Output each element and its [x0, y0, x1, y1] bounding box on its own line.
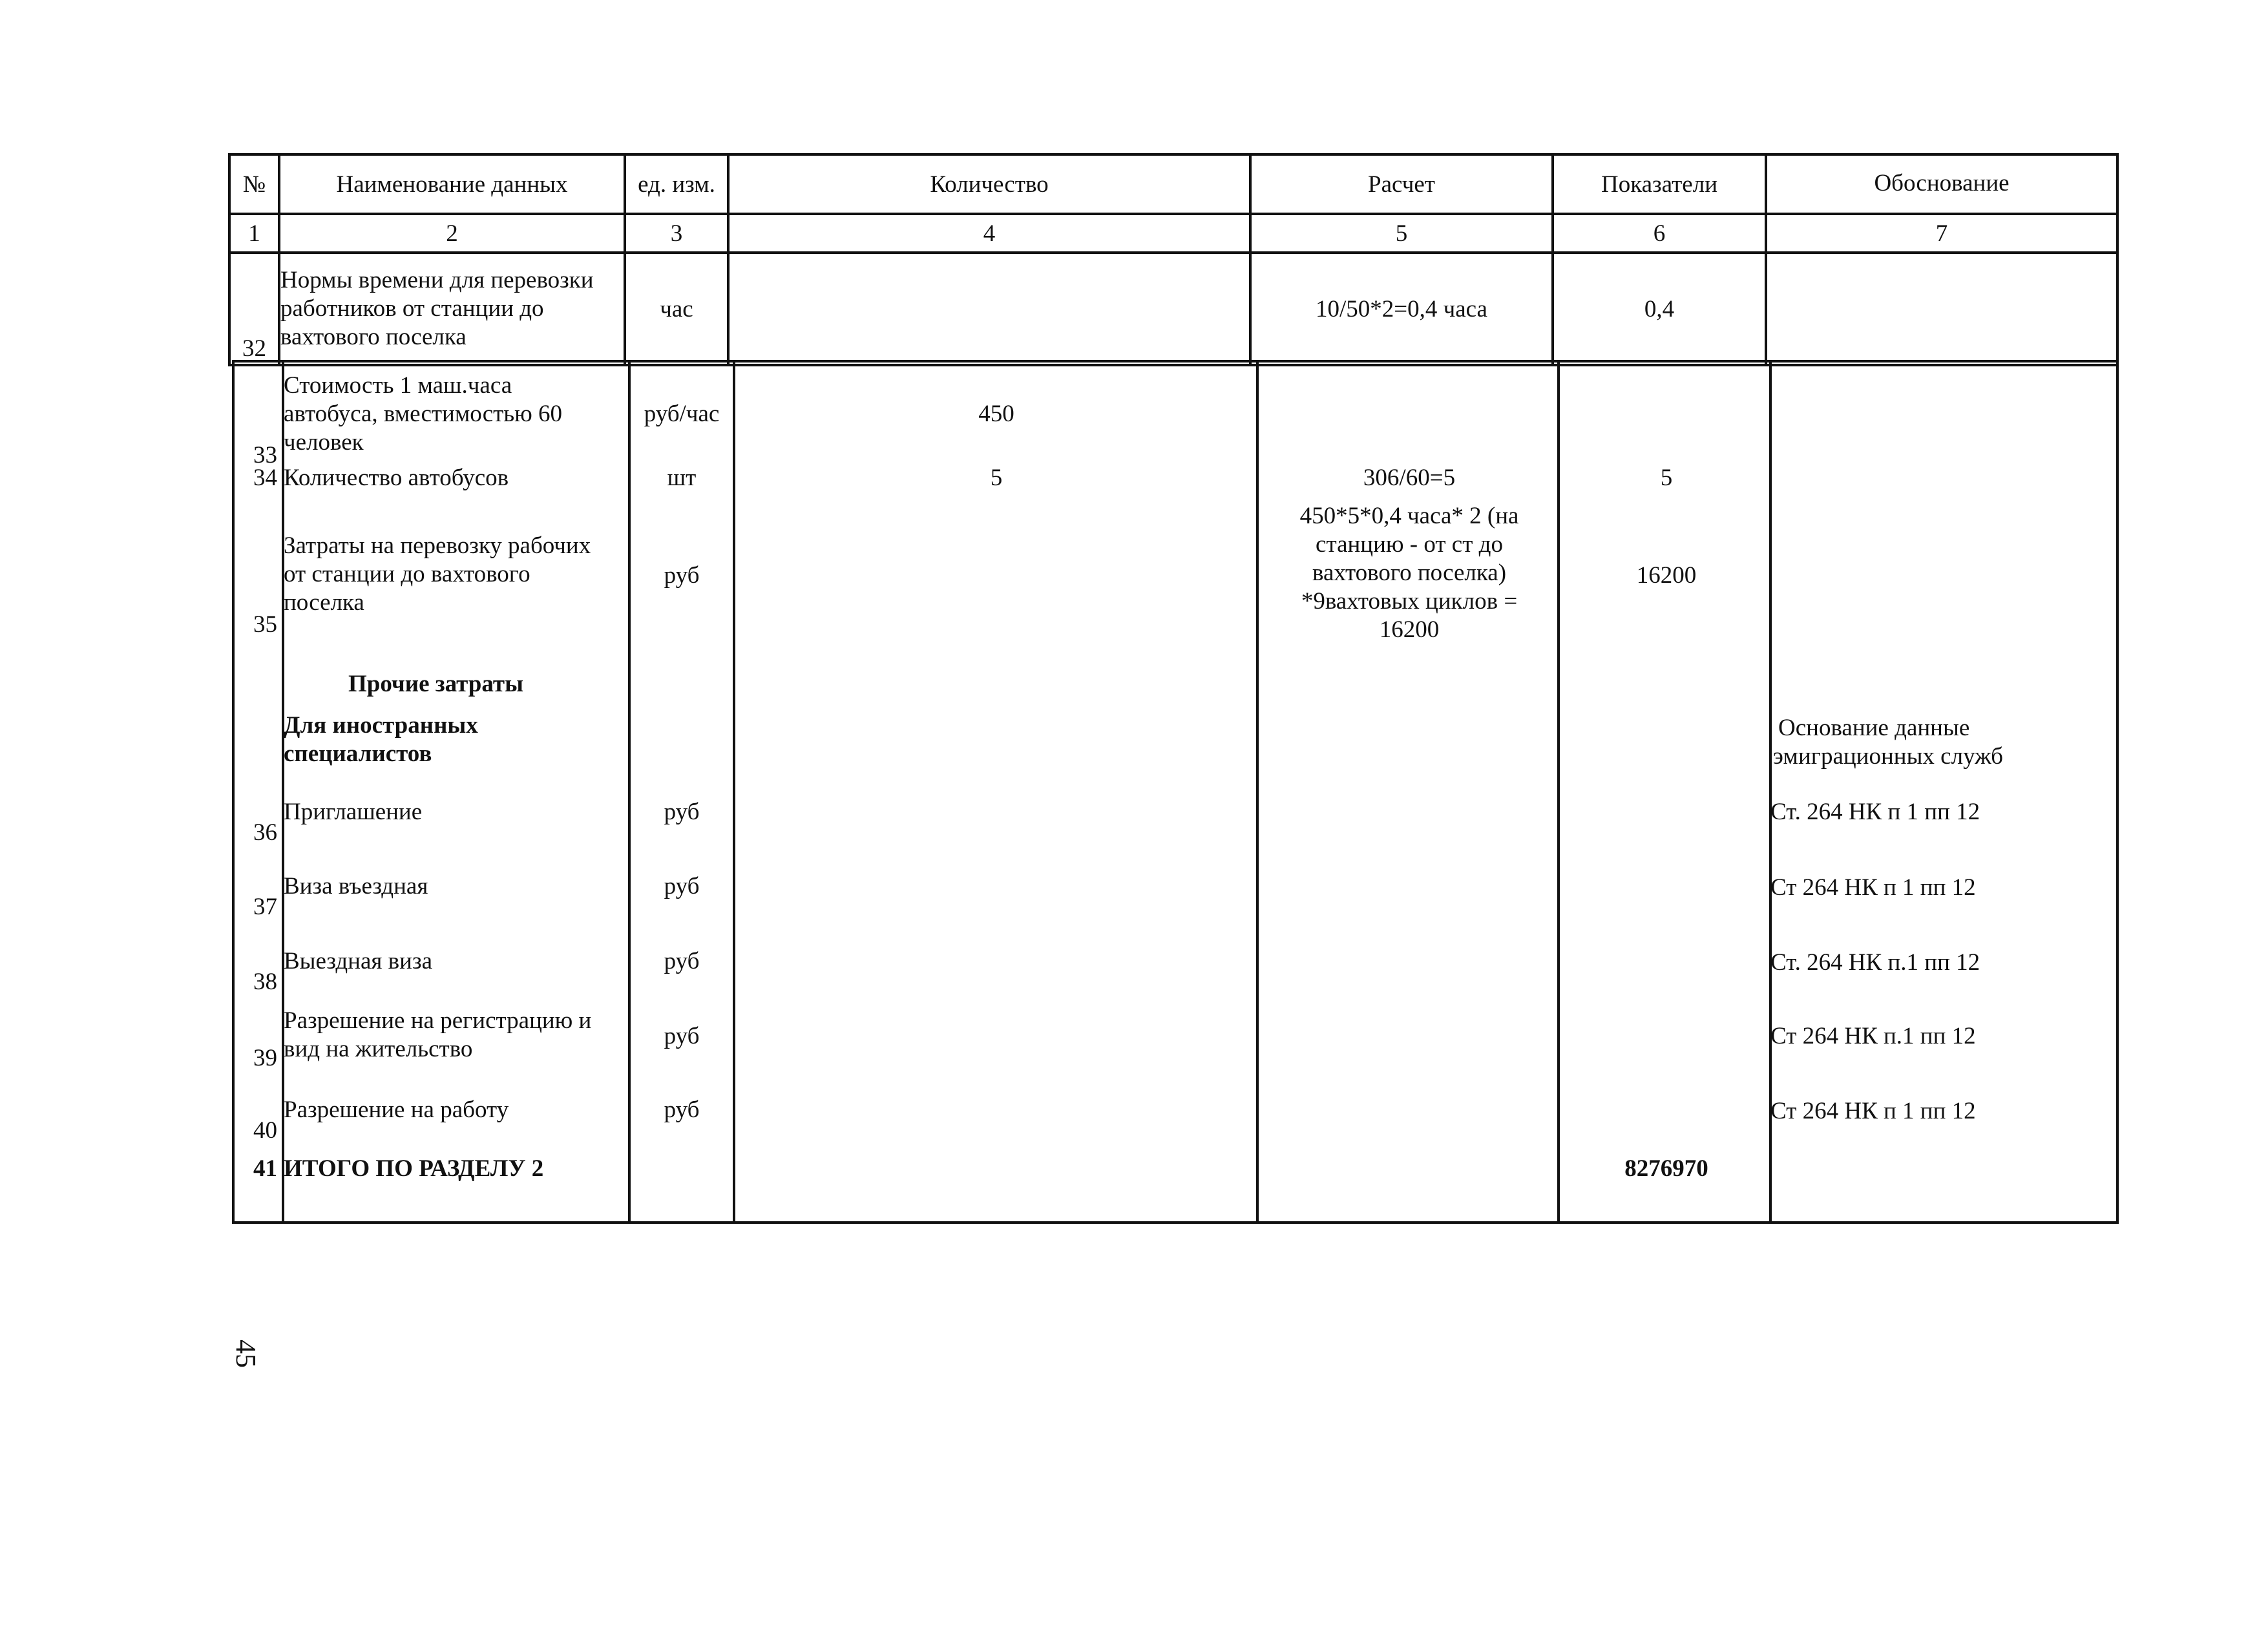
column-number: 5 — [1250, 214, 1553, 253]
row-name: Количество автобусов — [284, 465, 509, 491]
row-calculation-line: 450*5*0,4 часа* 2 (на — [1299, 503, 1519, 529]
row-calculation-line: станцию - от ст до — [1316, 531, 1503, 558]
column-number: 3 — [625, 214, 728, 253]
row-number: 34 — [253, 465, 277, 491]
row-value: 16200 — [1636, 562, 1697, 589]
row-number: 38 — [253, 969, 277, 995]
row-name: Приглашение — [284, 799, 423, 825]
header-value: Показатели — [1553, 154, 1766, 214]
column-number: 7 — [1766, 214, 2117, 253]
column-number: 1 — [229, 214, 279, 253]
row-unit: руб — [664, 873, 700, 899]
row-name-line: поселка — [284, 589, 364, 616]
row-name — [284, 372, 629, 457]
row-justification: Ст. 264 НК п 1 пп 12 — [1770, 799, 1980, 825]
section-heading: Прочие затраты — [348, 671, 523, 697]
row-value: 5 — [1660, 465, 1673, 491]
row-name-line: человек — [284, 429, 364, 456]
row-name-line: Нормы времени для перевозки — [280, 267, 594, 293]
row-name: Виза въездная — [284, 873, 428, 899]
row-name-line: Стоимость 1 маш.часа — [284, 372, 512, 399]
header-quantity: Количество — [728, 154, 1250, 214]
header-calculation: Расчет — [1250, 154, 1553, 214]
row-justification: Ст 264 НК п 1 пп 12 — [1770, 874, 1976, 901]
table-body — [232, 360, 2119, 1224]
row-number: 40 — [253, 1117, 277, 1144]
row-justification-line: эмиграционных служб — [1773, 743, 2003, 770]
header-table — [228, 153, 2119, 366]
row-calculation-line: 16200 — [1379, 616, 1440, 643]
row-number: 41 — [253, 1155, 277, 1182]
row-number: 35 — [253, 611, 277, 638]
column-number: 2 — [279, 214, 625, 253]
row-unit: руб/час — [644, 401, 720, 427]
row-name-line: Разрешение на регистрацию и — [284, 1007, 592, 1034]
column-number: 4 — [728, 214, 1250, 253]
row-name-line: автобуса, вместимостью 60 — [284, 401, 563, 427]
row-unit: шт — [667, 465, 697, 491]
row-name: Выездная виза — [284, 948, 432, 974]
row-unit: руб — [664, 799, 700, 825]
row-name-line: Затраты на перевозку рабочих — [284, 532, 591, 559]
row-calculation — [1259, 502, 1560, 644]
table-row — [229, 253, 2117, 365]
row-justification — [1766, 253, 2117, 365]
row-number: 32 — [229, 253, 279, 365]
row-name-line: специалистов — [284, 740, 432, 767]
row-name: Разрешение на работу — [284, 1097, 509, 1123]
row-number: 37 — [253, 894, 277, 920]
row-quantity: 5 — [990, 465, 1003, 491]
row-calculation-line: вахтового поселка) — [1312, 560, 1507, 586]
row-number: 36 — [253, 819, 277, 846]
header-name: Наименование данных — [279, 154, 625, 214]
row-name — [284, 1007, 629, 1064]
row-quantity: 450 — [978, 401, 1014, 427]
row-name: ИТОГО ПО РАЗДЕЛУ 2 — [284, 1155, 544, 1182]
row-justification-line: Основание данные — [1778, 715, 1970, 741]
column-number-row — [229, 214, 2117, 253]
row-name — [284, 711, 629, 768]
column-number: 6 — [1553, 214, 1766, 253]
row-unit: час — [625, 253, 728, 365]
row-unit: руб — [664, 562, 700, 589]
header-no: № — [229, 154, 279, 214]
row-justification: Ст 264 НК п 1 пп 12 — [1770, 1098, 1976, 1124]
row-calculation: 306/60=5 — [1363, 465, 1456, 491]
page-number: 45 — [230, 1339, 262, 1368]
row-number: 33 — [253, 442, 277, 468]
header-justification: Обоснование — [1766, 154, 2117, 214]
row-name — [284, 532, 629, 617]
row-name-line: работников от станции до — [280, 295, 544, 322]
row-justification — [1773, 714, 2122, 771]
row-name-line: вахтового поселка — [280, 324, 467, 350]
row-calculation: 10/50*2=0,4 часа — [1250, 253, 1553, 365]
row-quantity — [728, 253, 1250, 365]
row-unit: руб — [664, 948, 700, 974]
row-name-line: вид на жительство — [284, 1036, 473, 1062]
row-justification: Ст 264 НК п.1 пп 12 — [1770, 1023, 1976, 1049]
row-unit: руб — [664, 1023, 700, 1049]
header-row — [229, 154, 2117, 214]
row-value: 0,4 — [1553, 253, 1766, 365]
row-calculation-line: *9вахтовых циклов = — [1301, 588, 1518, 614]
row-value: 8276970 — [1624, 1155, 1708, 1182]
row-name-line: от станции до вахтового — [284, 561, 530, 587]
row-number: 39 — [253, 1045, 277, 1071]
row-name-line: Для иностранных — [284, 712, 478, 739]
row-name — [279, 253, 625, 365]
row-unit: руб — [664, 1097, 700, 1123]
header-unit: ед. изм. — [625, 154, 728, 214]
row-justification: Ст. 264 НК п.1 пп 12 — [1770, 949, 1980, 976]
